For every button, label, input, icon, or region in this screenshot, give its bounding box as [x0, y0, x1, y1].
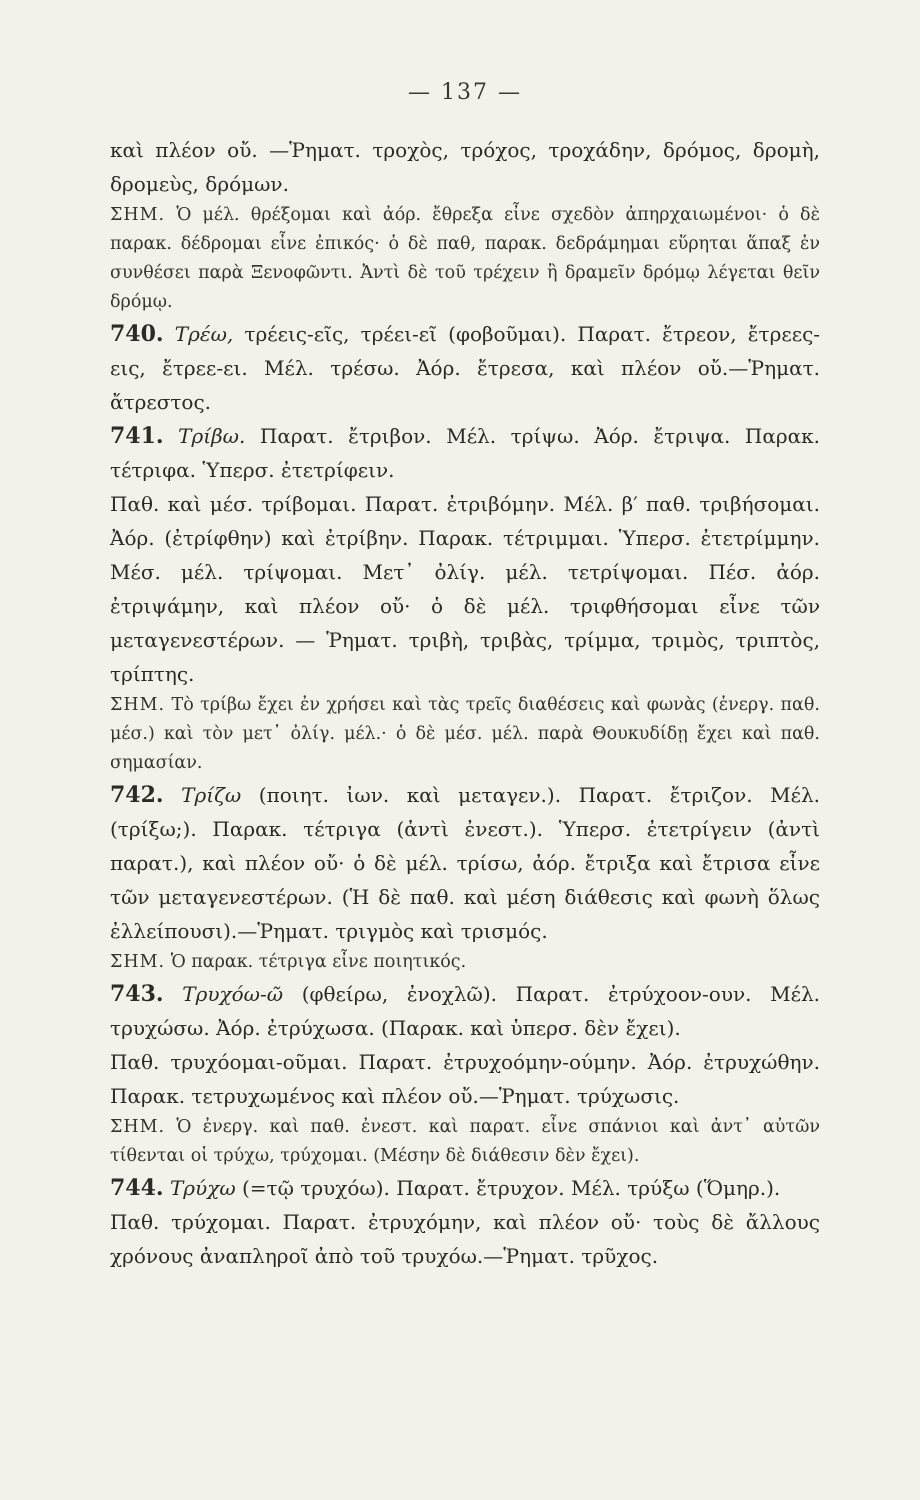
- entry-paragraph: [110, 778, 820, 948]
- entry-lemma: Τρίβω.: [178, 424, 246, 448]
- note-paragraph: [110, 948, 820, 977]
- entry-text: τρέεις-εῖς, τρέει-εῖ (φοβοῦμαι). Παρατ. ἔτρεον, ἔτρεες-εις, ἔτρεε-ει. Μέλ. τρέσω. Ἀόρ. ἔτρεσα, καὶ πλέον οὔ.—Ῥηματ. ἄτρεστος.: [110, 322, 821, 414]
- entry-text: (φθείρω, ἐνοχλῶ). Παρατ. ἐτρύχοον-ουν. Μέλ. τρυχώσω. Ἀόρ. ἐτρύχωσα. (Παρακ. καὶ ὑπερσ. δὲν ἔχει).: [110, 982, 821, 1040]
- paragraph-text: Παθ. καὶ μέσ. τρίβομαι. Παρατ. ἐτριβόμην. Μέλ. β′ παθ. τριβήσομαι. Ἀόρ. (ἐτρίφθην) καὶ ἐτρίβην. Παρακ. τέτριμμαι. Ὑπερσ. ἐτετρίμμην. Μέσ. μέλ. τρίψομαι. Μετ᾽ ὀλίγ. μέλ. τετρίψομαι. Πέσ. ἀόρ. ἐτριψάμην, καὶ πλέον οὔ· ὁ δὲ μέλ. τριφθήσομαι εἶνε τῶν μεταγενεστέρων. — Ῥηματ. τριβὴ, τριβὰς, τρίμμα, τριμὸς, τριπτὸς, τρίπτης.: [110, 492, 820, 686]
- note-text: Ὁ μέλ. θρέξομαι καὶ ἀόρ. ἔθρεξα εἶνε σχεδὸν ἀπηρχαιωμένοι· ὁ δὲ παρακ. δέδρομαι εἶνε ἐπικός· ὁ δὲ παθ, παρακ. δεδράμημαι εὕρηται ἅπαξ ἐν συνθέσει παρὰ Ξενοφῶντι. Ἀντὶ δὲ τοῦ τρέχειν ἢ δραμεῖν δρόμῳ λέγεται θεῖν δρόμῳ.: [110, 205, 820, 312]
- note-text: Τὸ τρίβω ἔχει ἐν χρήσει καὶ τὰς τρεῖς διαθέσεις καὶ φωνὰς (ἐνεργ. παθ. μέσ.) καὶ τὸν μετ᾽ ὀλίγ. μέλ.· ὁ δὲ μέσ. μέλ. παρὰ Θουκυδίδῃ ἔχει καὶ παθ. σημασίαν.: [110, 695, 820, 773]
- entry-paragraph: [110, 1171, 820, 1205]
- sub-paragraph: [110, 1205, 820, 1273]
- entry-text: (=τῷ τρυχόω). Παρατ. ἔτρυχον. Μέλ. τρύξω (Ὅμηρ.).: [242, 1176, 781, 1200]
- entry-number: 743.: [110, 981, 164, 1007]
- sub-paragraph: [110, 1045, 820, 1113]
- entry-number: 744.: [110, 1175, 164, 1201]
- entry-paragraph: [110, 977, 820, 1045]
- note-paragraph: [110, 691, 820, 778]
- note-label: ΣΗΜ.: [110, 205, 166, 225]
- sub-paragraph: [110, 487, 820, 691]
- note-label: ΣΗΜ.: [110, 952, 166, 972]
- entry-number: 741.: [110, 423, 164, 449]
- paragraph-text: Παθ. τρύχομαι. Παρατ. ἐτρυχόμην, καὶ πλέον οὔ· τοὺς δὲ ἄλλους χρόνους ἀναπληροῖ ἀπὸ τοῦ τρυχόω.—Ῥηματ. τρῦχος.: [110, 1210, 820, 1268]
- entry-number: 742.: [110, 782, 164, 808]
- note-label: ΣΗΜ.: [110, 1117, 166, 1137]
- note-paragraph: [110, 201, 820, 317]
- paragraph-text: καὶ πλέον οὔ. —Ῥηματ. τροχὸς, τρόχος, τροχάδην, δρόμος, δρομὴ, δρομεὺς, δρόμων.: [110, 138, 820, 196]
- paragraph-text: Παθ. τρυχόομαι-οῦμαι. Παρατ. ἐτρυχοόμην-ούμην. Ἀόρ. ἐτρυχώθην. Παρακ. τετρυχωμένος καὶ πλέον οὔ.—Ῥηματ. τρύχωσις.: [110, 1050, 820, 1108]
- entry-lemma: Τρυχόω-ῶ: [182, 982, 284, 1006]
- entry-lemma: Τρύχω: [169, 1176, 236, 1200]
- entry-lemma: Τρέω,: [174, 322, 234, 346]
- note-label: ΣΗΜ.: [110, 695, 166, 715]
- page-number: — 137 —: [408, 80, 522, 105]
- note-text: Ὁ ἐνεργ. καὶ παθ. ἐνεστ. καὶ παρατ. εἶνε σπάνιοι καὶ ἀντ᾽ αὐτῶν τίθενται οἱ τρύχω, τρύχομαι. (Μέσην δὲ διάθεσιν δὲν ἔχει).: [110, 1117, 820, 1166]
- entry-text: (ποιητ. ἰων. καὶ μεταγεν.). Παρατ. ἔτριζον. Μέλ. (τρίξω;). Παρακ. τέτριγα (ἀντὶ ἐνεστ.). Ὑπερσ. ἐτετρίγειν (ἀντὶ παρατ.), καὶ πλέον οὔ· ὁ δὲ μέλ. τρίσω, ἀόρ. ἔτριξα καὶ ἔτρισα εἶνε τῶν μεταγενεστέρων. (Ἡ δὲ παθ. καὶ μέση διάθεσις καὶ φωνὴ ὅλως ἐλλείπουσι).—Ῥηματ. τριγμὸς καὶ τρισμός.: [110, 783, 820, 943]
- note-paragraph: [110, 1113, 820, 1171]
- entry-lemma: Τρίζω: [181, 783, 242, 807]
- entry-paragraph: [110, 317, 820, 419]
- entry-text: Παρατ. ἔτριβον. Μέλ. τρίψω. Ἀόρ. ἔτριψα. Παρακ. τέτριφα. Ὑπερσ. ἐτετρίφειν.: [110, 424, 821, 482]
- entry-number: 740.: [110, 321, 164, 347]
- paragraph-continuation: [110, 133, 820, 201]
- note-text: Ὁ παρακ. τέτριγα εἶνε ποιητικός.: [170, 952, 467, 972]
- entry-paragraph: [110, 419, 820, 487]
